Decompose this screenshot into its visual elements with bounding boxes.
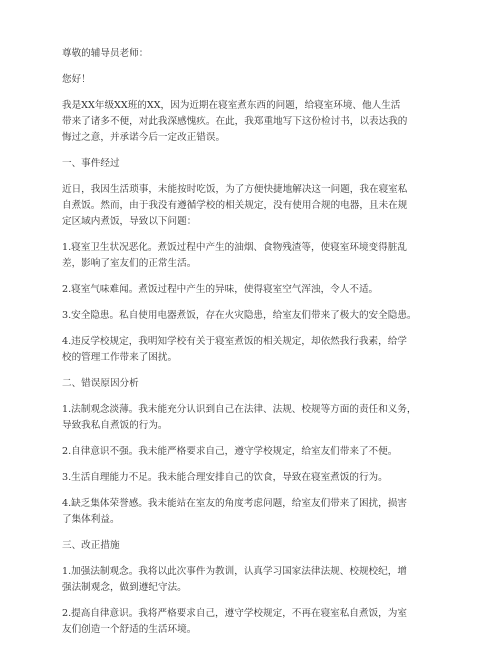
salutation-text: 尊敬的辅导员老师：: [62, 48, 149, 59]
item-line: 4.违反学校规定，我明知学校有关于寝室煮饭的相关规定，却依然我行我素，给学: [62, 336, 407, 347]
section3-item-2: [62, 606, 450, 638]
section2-heading: [62, 376, 450, 392]
section1-intro-line: 自煮饭。然而，由于我没有遵循学校的相关规定，没有使用合规的电器，且未在规: [62, 200, 408, 211]
item-line: 1.寝室卫生状况恶化。煮饭过程中产生的油烟、食物残渣等，使寝室环境变得脏乱: [62, 242, 407, 253]
greeting: [62, 72, 450, 88]
item-line: 校的管理工作带来了困扰。: [62, 352, 178, 363]
section1-item-3: [62, 308, 450, 324]
greeting-text: 您好！: [62, 74, 91, 85]
section1-heading: [62, 156, 450, 172]
item-line: 2.自律意识不强。我未能严格要求自己，遵守学校规定，给室友们带来了不便。: [62, 446, 398, 457]
item-line: 导致我私自煮饭的行为。: [62, 420, 168, 431]
section2-title: 二、错误原因分析: [62, 378, 139, 389]
section3-item-1: [62, 564, 450, 596]
item-line: 差，影响了室友们的正常生活。: [62, 258, 197, 269]
item-line: 3.安全隐患。私自使用电器煮饭，存在火灾隐患，给室友们带来了极大的安全隐患。: [62, 310, 417, 321]
section3-heading: [62, 538, 450, 554]
intro-line: 带来了诸多不便，对此我深感愧疚。在此，我郑重地写下这份检讨书，以表达我的: [62, 116, 408, 127]
item-line: 强法制观念，做到遵纪守法。: [62, 582, 187, 593]
item-line: 3.生活自理能力不足。我未能合理安排自己的饮食，导致在寝室煮饭的行为。: [62, 472, 388, 483]
section2-item-3: [62, 470, 450, 486]
item-line: 4.缺乏集体荣誉感。我未能站在室友的角度考虑问题，给室友们带来了困扰，损害: [62, 498, 407, 509]
intro-line: 悔过之意，并承诺今后一定改正错误。: [62, 132, 226, 143]
item-line: 1.法制观念淡薄。我未能充分认识到自己在法律、法规、校规等方面的责任和义务，: [62, 404, 417, 415]
section1-item-4: [62, 334, 450, 366]
intro-line: 我是XX年级XX班的XX，因为近期在寝室煮东西的问题，给寝室环境、他人生活: [62, 100, 401, 111]
item-line: 2.寝室气味难闻。煮饭过程中产生的异味，使得寝室空气浑浊，令人不适。: [62, 284, 379, 295]
section2-item-4: [62, 496, 450, 528]
item-line: 2.提高自律意识。我将严格要求自己，遵守学校规定，不再在寝室私自煮饭，为室: [62, 608, 407, 619]
section3-title: 三、改正措施: [62, 540, 120, 551]
item-line: 1.加强法制观念。我将以此次事件为教训，认真学习国家法律法规、校规校纪，增: [62, 566, 407, 577]
section1-intro: [62, 182, 450, 230]
section1-intro-line: 近日，我因生活琐事，未能按时吃饭，为了方便快捷地解决这一问题，我在寝室私: [62, 184, 408, 195]
item-line: 友们创造一个舒适的生活环境。: [62, 624, 197, 635]
item-line: 了集体利益。: [62, 514, 120, 525]
intro-paragraph: [62, 98, 450, 146]
section2-item-2: [62, 444, 450, 460]
section1-item-2: [62, 282, 450, 298]
section1-item-1: [62, 240, 450, 272]
section1-title: 一、事件经过: [62, 158, 120, 169]
salutation: [62, 46, 450, 62]
section2-item-1: [62, 402, 450, 434]
section1-intro-line: 定区域内煮饭，导致以下问题：: [62, 216, 197, 227]
